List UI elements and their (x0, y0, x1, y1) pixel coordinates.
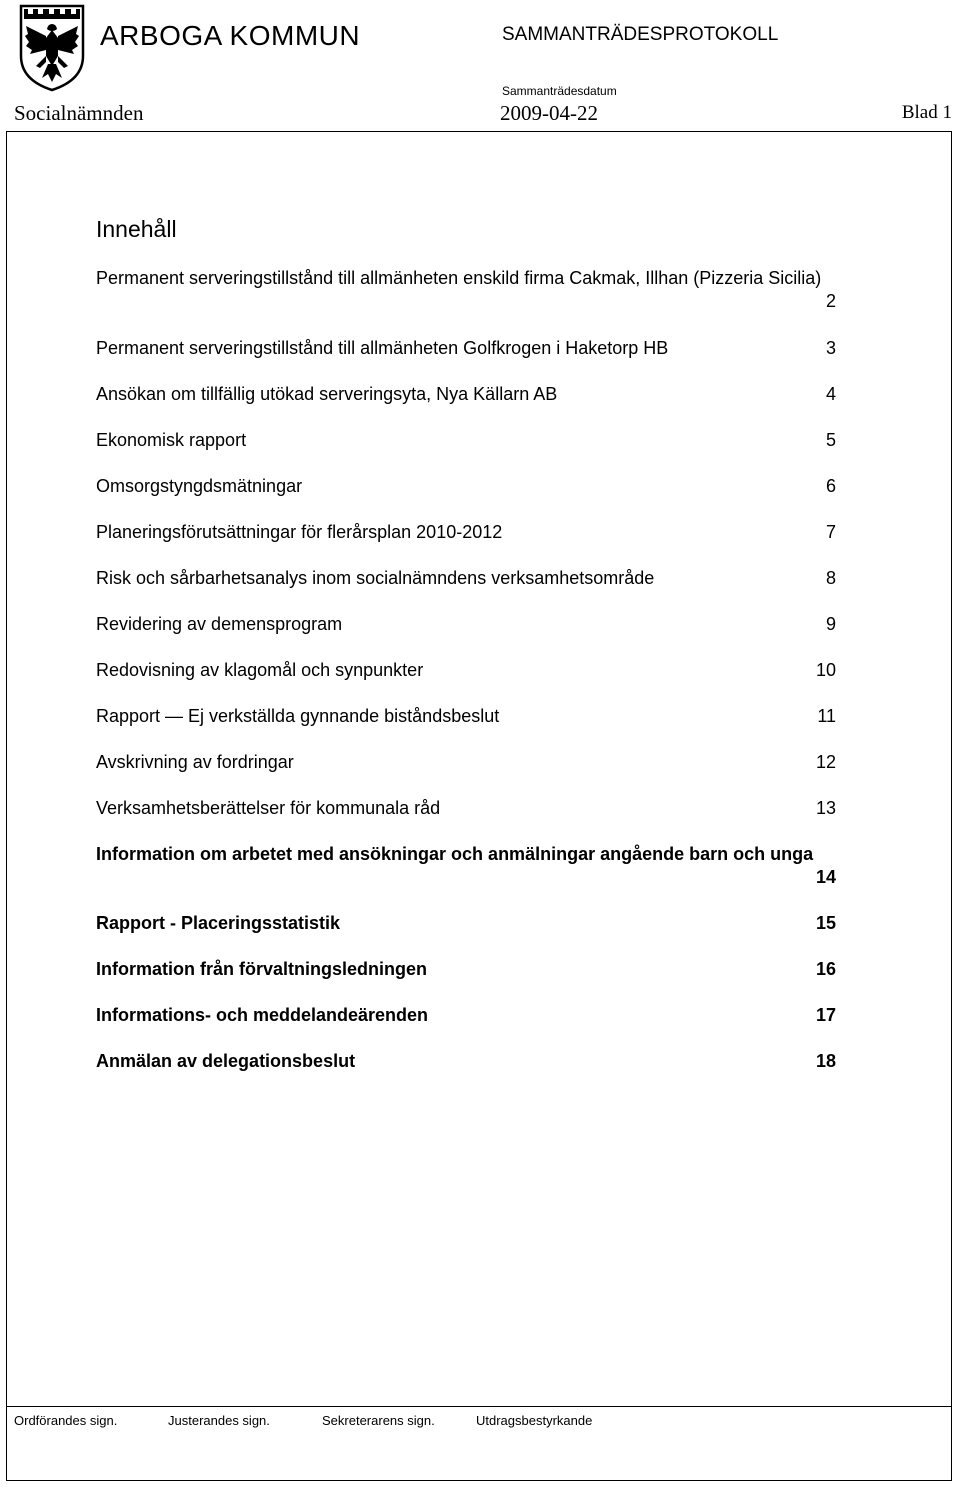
committee-name: Socialnämnden (14, 101, 144, 125)
toc-item (96, 797, 836, 820)
arboga-crest-icon (18, 4, 86, 92)
toc-item (96, 659, 836, 682)
toc-item-page: 5 (825, 430, 836, 450)
toc-item-page: 17 (815, 1005, 836, 1025)
toc-item-page: 6 (825, 476, 836, 496)
toc-item-title: Planeringsförutsättningar för flerårsplan 2010-2012 (96, 522, 503, 542)
chair-signature-label: Ordförandes sign. (14, 1413, 118, 1428)
toc-item-title: Revidering av demensprogram (96, 614, 343, 634)
toc-item-title: Information om arbetet med ansökningar och anmälningar angående barn och unga (96, 844, 814, 864)
toc-item-page: 9 (825, 614, 836, 634)
toc-item-title: Anmälan av delegationsbeslut (96, 1051, 356, 1071)
toc-item-page: 12 (815, 752, 836, 772)
footer-divider (6, 1406, 952, 1407)
toc-item-title: Ansökan om tillfällig utökad serveringsyta, Nya Källarn AB (96, 384, 558, 404)
toc-item (96, 567, 836, 590)
toc-item (96, 383, 836, 406)
toc-item-title: Ekonomisk rapport (96, 430, 247, 450)
toc-item-page: 18 (815, 1051, 836, 1071)
toc-item (96, 843, 836, 889)
toc-item-page: 14 (815, 867, 836, 887)
toc-item-title: Redovisning av klagomål och synpunkter (96, 660, 424, 680)
toc-item-page: 2 (825, 291, 836, 311)
toc-item (96, 613, 836, 636)
toc-item-title: Rapport — Ej verkställda gynnande biståndsbeslut (96, 706, 500, 726)
toc-item (96, 751, 836, 774)
toc-item-title: Risk och sårbarhetsanalys inom socialnämndens verksamhetsområde (96, 568, 655, 588)
toc-item-title: Permanent serveringstillstånd till allmänheten Golfkrogen i Haketorp HB (96, 338, 669, 358)
toc-item (96, 705, 836, 728)
toc-item (96, 1050, 836, 1073)
toc-item (96, 429, 836, 452)
toc-item-title: Permanent serveringstillstånd till allmänheten enskild firma Cakmak, Illhan (Pizzeria Sicilia) (96, 268, 822, 288)
toc-item-page: 3 (825, 338, 836, 358)
toc-item-page: 8 (825, 568, 836, 588)
toc-item-page: 11 (817, 706, 836, 726)
toc-item (96, 337, 836, 360)
toc-item-title: Information från förvaltningsledningen (96, 959, 428, 979)
secretary-signature-label: Sekreterarens sign. (322, 1413, 435, 1428)
toc-item (96, 521, 836, 544)
toc-item-title: Verksamhetsberättelser för kommunala råd (96, 798, 441, 818)
organization-name: ARBOGA KOMMUN (100, 20, 361, 51)
toc-item-page: 16 (815, 959, 836, 979)
toc-item-page: 15 (815, 913, 836, 933)
toc-item-title: Avskrivning av fordringar (96, 752, 294, 772)
toc-item-title: Rapport - Placeringsstatistik (96, 913, 341, 933)
toc-item-title: Omsorgstyngdsmätningar (96, 476, 303, 496)
toc-item-page: 4 (825, 384, 836, 404)
toc-item (96, 475, 836, 498)
toc-item (96, 267, 836, 313)
toc-item (96, 1004, 836, 1027)
toc-item-title: Informations- och meddelandeärenden (96, 1005, 429, 1025)
adjuster-signature-label: Justerandes sign. (168, 1413, 270, 1428)
toc-item-page: 7 (825, 522, 836, 542)
toc-item (96, 958, 836, 981)
extract-certification-label: Utdragsbestyrkande (476, 1413, 593, 1428)
document-type: SAMMANTRÄDESPROTOKOLL (502, 24, 779, 45)
meeting-date-label: Sammanträdesdatum (502, 84, 617, 98)
meeting-date: 2009-04-22 (500, 101, 598, 125)
toc-item-page: 13 (815, 798, 836, 818)
toc-item (96, 912, 836, 935)
toc-item-page: 10 (815, 660, 836, 680)
sheet-number: Blad 1 (901, 102, 952, 123)
toc-heading: Innehåll (96, 216, 177, 242)
